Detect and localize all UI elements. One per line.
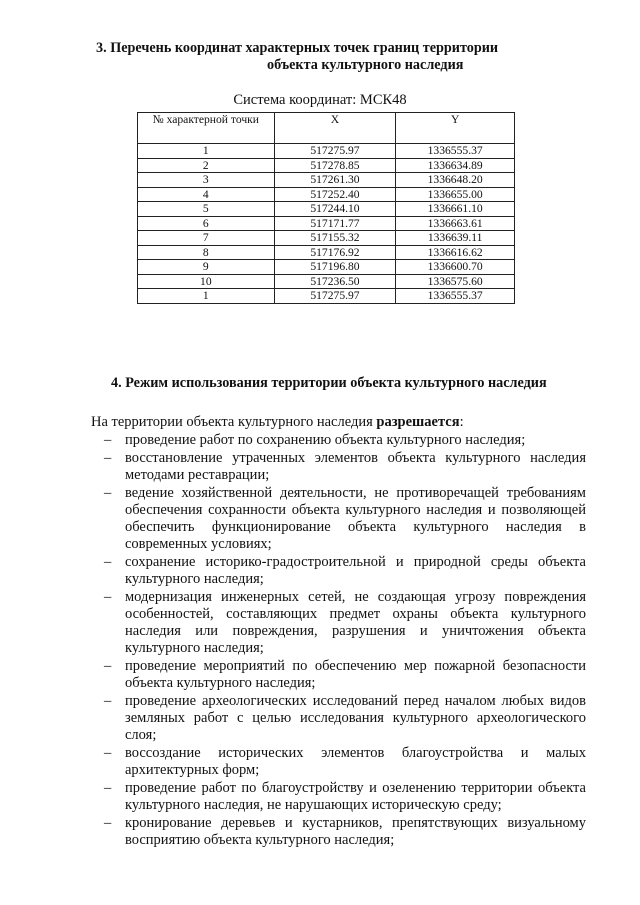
cell-point-number: 2 (138, 158, 275, 173)
list-item-text: воссоздание исторических элементов благоустройства и малых архитектурных форм; (125, 745, 586, 779)
cell-x: 517155.32 (274, 231, 396, 246)
cell-y: 1336639.11 (396, 231, 515, 246)
list-item-text: проведение работ по благоустройству и озеленению территории объекта культурного наследия, не нарушающих историческую среду; (125, 780, 586, 814)
table-row (138, 289, 515, 304)
allowed-activities-list (92, 432, 586, 850)
table-row (138, 144, 515, 159)
table-row (138, 216, 515, 231)
section-3-heading-line1: 3. Перечень координат характерных точек границ территории (96, 40, 499, 56)
intro-bold: разрешается (376, 414, 460, 430)
cell-y: 1336648.20 (396, 173, 515, 188)
header-x: X (274, 113, 396, 144)
cell-y: 1336663.61 (396, 216, 515, 231)
allowed-intro (91, 414, 464, 431)
cell-point-number: 3 (138, 173, 275, 188)
cell-x: 517275.97 (274, 289, 396, 304)
table-row (138, 187, 515, 202)
cell-point-number: 4 (138, 187, 275, 202)
cell-point-number: 9 (138, 260, 275, 275)
cell-y: 1336575.60 (396, 274, 515, 289)
cell-x: 517196.80 (274, 260, 396, 275)
dash-bullet: – (104, 658, 112, 675)
list-item (92, 693, 586, 745)
dash-bullet: – (104, 780, 112, 797)
coordinates-table (137, 112, 515, 304)
list-item (92, 485, 586, 554)
cell-x: 517176.92 (274, 245, 396, 260)
dash-bullet: – (104, 553, 112, 570)
section-3-heading (96, 40, 616, 74)
list-item (92, 780, 586, 814)
list-item (92, 658, 586, 692)
list-item-text: кронирование деревьев и кустарников, препятствующих визуальному восприятию объекта культурного наследия; (125, 814, 586, 849)
table-header-row (138, 113, 515, 144)
cell-y: 1336655.00 (396, 187, 515, 202)
cell-y: 1336634.89 (396, 158, 515, 173)
cell-point-number: 1 (138, 144, 275, 159)
cell-point-number: 1 (138, 289, 275, 304)
list-item (92, 554, 586, 588)
dash-bullet: – (104, 449, 112, 466)
list-item (92, 432, 586, 449)
dash-bullet: – (104, 745, 112, 762)
list-item-text: ведение хозяйственной деятельности, не противоречащей требованиям обеспечения сохранности объекта культурного наследия и позволяющей обеспечить функционирование объекта культурного наследия в современных условиях; (125, 484, 586, 553)
cell-x: 517275.97 (274, 144, 396, 159)
list-item (92, 450, 586, 484)
cell-y: 1336555.37 (396, 289, 515, 304)
cell-x: 517278.85 (274, 158, 396, 173)
coordinate-system-label: Система координат: МСК48 (233, 92, 407, 108)
cell-x: 517171.77 (274, 216, 396, 231)
cell-point-number: 5 (138, 202, 275, 217)
cell-point-number: 7 (138, 231, 275, 246)
cell-y: 1336661.10 (396, 202, 515, 217)
list-item-text: сохранение историко-градостроительной и природной среды объекта культурного наследия; (125, 553, 586, 588)
cell-y: 1336555.37 (396, 144, 515, 159)
dash-bullet: – (104, 814, 112, 831)
section-3-heading-line2: объекта культурного наследия (267, 57, 464, 73)
list-item (92, 745, 586, 779)
cell-x: 517252.40 (274, 187, 396, 202)
table-row (138, 173, 515, 188)
table-row (138, 231, 515, 246)
list-item-text: проведение работ по сохранению объекта культурного наследия; (125, 432, 526, 448)
table-row (138, 158, 515, 173)
list-item-text: проведение мероприятий по обеспечению мер пожарной безопасности объекта культурного наследия; (125, 658, 586, 692)
dash-bullet: – (104, 432, 112, 448)
dash-bullet: – (104, 588, 112, 605)
list-item (92, 589, 586, 658)
table-row (138, 202, 515, 217)
cell-x: 517244.10 (274, 202, 396, 217)
dash-bullet: – (104, 693, 112, 710)
cell-point-number: 6 (138, 216, 275, 231)
list-item-text: восстановление утраченных элементов объекта культурного наследия методами реставрации; (125, 449, 586, 483)
intro-prefix: На территории объекта культурного наследия (91, 414, 377, 430)
intro-suffix: : (459, 414, 464, 430)
table-row (138, 245, 515, 260)
cell-x: 517236.50 (274, 274, 396, 289)
dash-bullet: – (104, 484, 112, 501)
cell-x: 517261.30 (274, 173, 396, 188)
section-4-heading: 4. Режим использования территории объекта культурного наследия (111, 375, 547, 391)
table-row (138, 260, 515, 275)
cell-y: 1336616.62 (396, 245, 515, 260)
header-y: Y (396, 113, 515, 144)
list-item-text: модернизация инженерных сетей, не создающая угрозу повреждения особенностей, составляющих предмет охраны объекта культурного наследия или повреждения, разрушения и уничтожения объекта культурного наследия; (125, 588, 586, 657)
cell-y: 1336600.70 (396, 260, 515, 275)
list-item (92, 815, 586, 849)
table-row (138, 274, 515, 289)
cell-point-number: 10 (138, 274, 275, 289)
header-point-number: № характерной точки (138, 113, 275, 144)
list-item-text: проведение археологических исследований перед началом любых видов земляных работ с целью исследования культурного археологического слоя; (125, 693, 586, 744)
cell-point-number: 8 (138, 245, 275, 260)
